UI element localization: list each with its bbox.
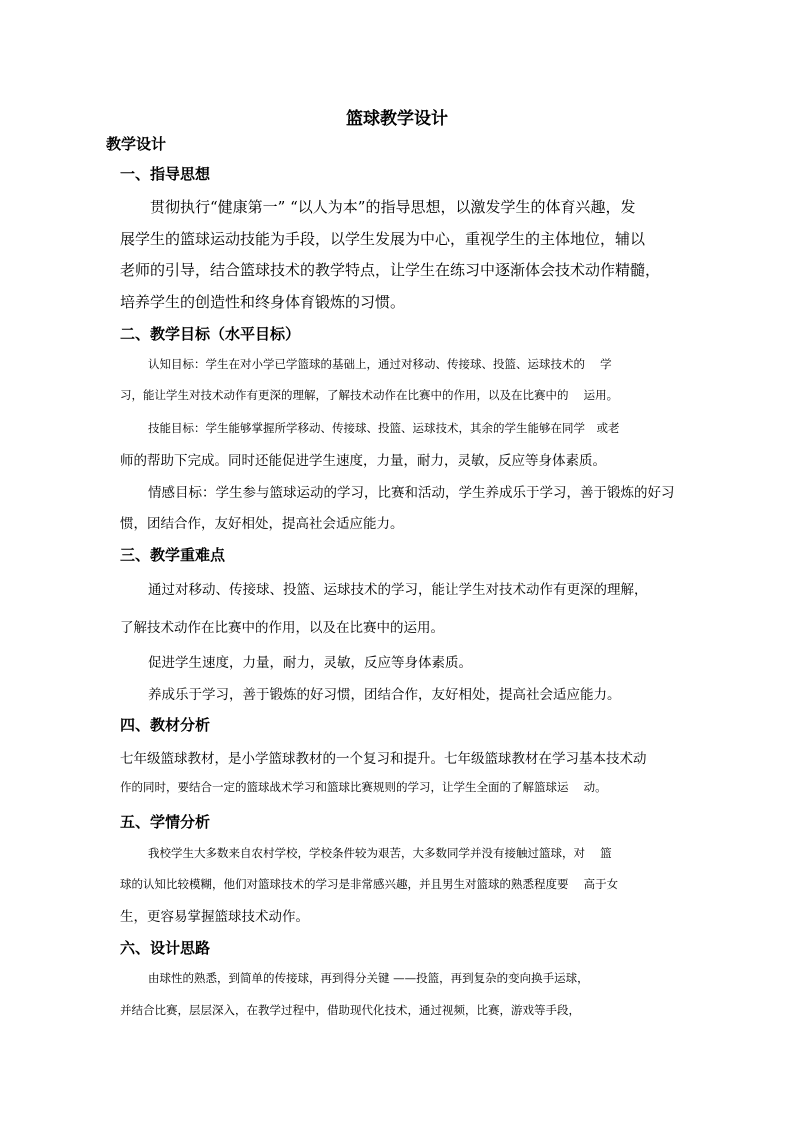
paragraph-line: 习，能让学生对技术动作有更深的理解，了解技术动作在比赛中的作用，以及在比赛中的 运用。: [120, 388, 619, 402]
heading-guiding-ideology: 一、指导思想: [120, 165, 211, 183]
paragraph-line: 了解技术动作在比赛中的作用，以及在比赛中的运用。: [120, 620, 444, 636]
paragraph-line: 师的帮助下完成。同时还能促进学生速度，力量，耐力，灵敏，反应等身体素质。: [120, 453, 606, 469]
paragraph-line: 贯彻执行“健康第一” “以人为本”的指导思想，以激发学生的体育兴趣，发: [150, 198, 636, 216]
paragraph-line: 培养学生的创造性和终身体育锻炼的习惯。: [120, 293, 406, 311]
section-label: 教学设计: [106, 135, 167, 153]
paragraph-line: 七年级篮球教材，是小学篮球教材的一个复习和提升。七年级篮球教材在学习基本技术动: [120, 751, 647, 767]
heading-design-ideas: 六、设计思路: [120, 939, 211, 957]
paragraph-line: 展学生的篮球运动技能为手段，以学生发展为中心，重视学生的主体地位，辅以: [120, 230, 646, 248]
paragraph-line: 通过对移动、传接球、投篮、运球技术的学习，能让学生对技术动作有更深的理解，: [148, 582, 648, 598]
paragraph-line: 惯，团结合作，友好相处，提高社会适应能力。: [120, 516, 404, 532]
paragraph-line: 促进学生速度，力量，耐力，灵敏，反应等身体素质。: [148, 655, 472, 671]
heading-student-analysis: 五、学情分析: [120, 813, 211, 831]
heading-teaching-goals: 二、教学目标（水平目标）: [120, 325, 301, 343]
paragraph-line: 老师的引导，结合篮球技术的教学特点，让学生在练习中逐渐体会技术动作精髓，: [120, 261, 661, 279]
paragraph-line: 我校学生大多数来自农村学校，学校条件较为艰苦，大多数同学并没有接触过篮球，对 篮: [148, 846, 612, 860]
paragraph-line: 由球性的熟悉，到简单的传接球，再到得分关键 ——投篮，再到复杂的变向换手运球，: [148, 971, 589, 985]
paragraph-line: 并结合比赛，层层深入，在教学过程中，借助现代化技术，通过视频，比赛，游戏等手段，: [120, 1003, 580, 1017]
paragraph-line: 养成乐于学习，善于锻炼的好习惯，团结合作，友好相处，提高社会适应能力。: [148, 687, 621, 703]
document-title: 篮球教学设计: [346, 109, 448, 129]
paragraph-line: 生，更容易掌握篮球技术动作。: [120, 909, 309, 925]
paragraph-line: 作的同时，要结合一定的篮球战术学习和篮球比赛规则的学习，让学生全面的了解篮球运 动。: [120, 780, 607, 794]
heading-material-analysis: 四、教材分析: [120, 716, 211, 734]
paragraph-line: 情感目标：学生参与篮球运动的学习，比赛和活动，学生养成乐于学习，善于锻炼的好习: [148, 485, 675, 501]
paragraph-line: 技能目标：学生能够掌握所学移动、传接球、投篮、运球技术，其余的学生能够在同学 或老: [148, 421, 620, 435]
paragraph-line: 球的认知比较模糊，他们对篮球技术的学习是非常感兴趣，并且男生对篮球的熟悉程度要 高于女: [120, 877, 619, 891]
paragraph-line: 认知目标：学生在对小学已学篮球的基础上，通过对移动、传接球、投篮、运球技术的 学: [148, 357, 612, 371]
heading-key-points: 三、教学重难点: [120, 546, 226, 564]
